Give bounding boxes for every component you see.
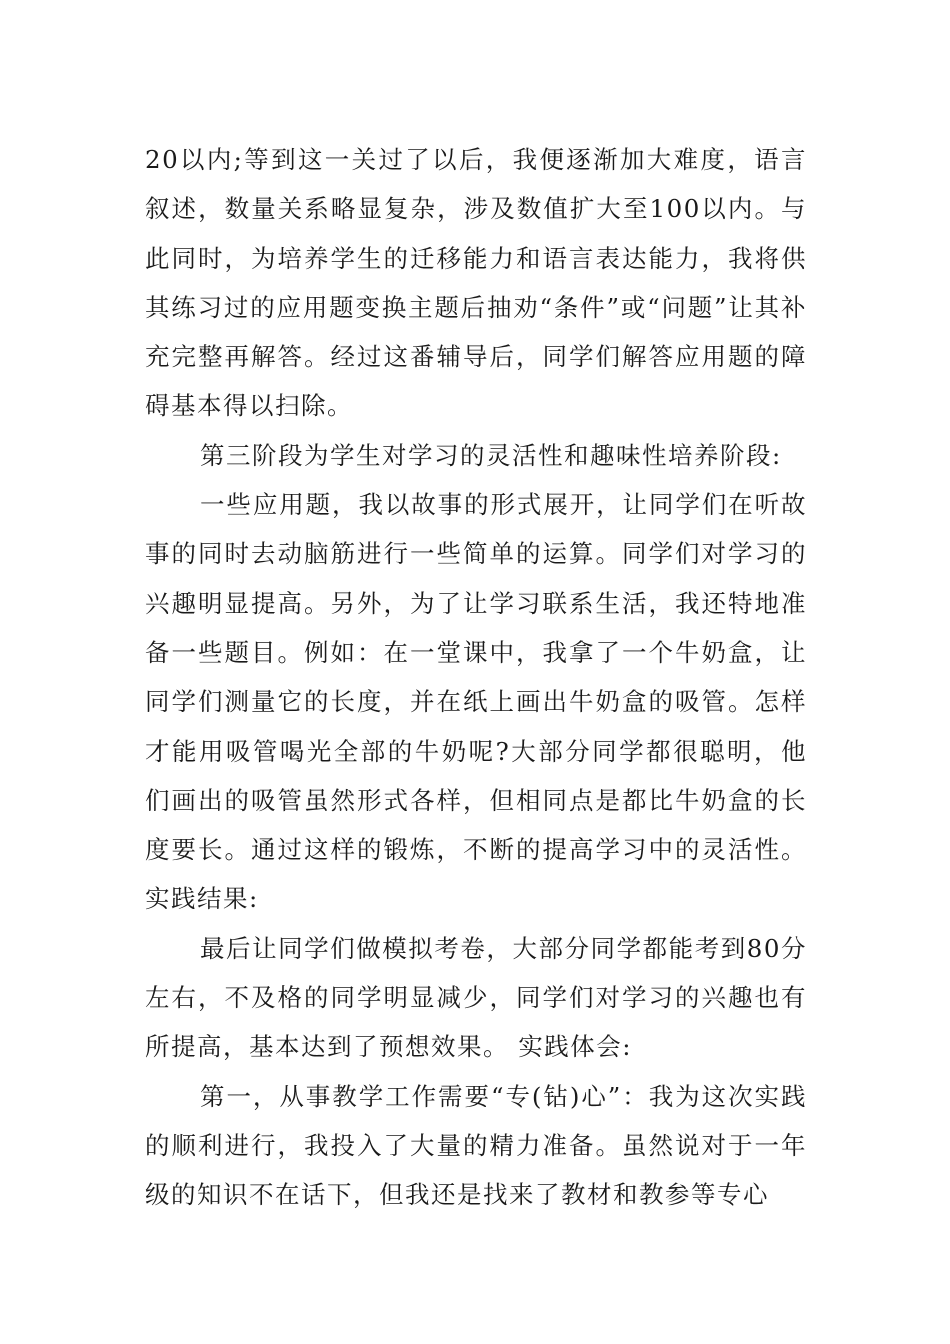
paragraph-1: 20以内;等到这一关过了以后，我便逐渐加大难度，语言叙述，数量关系略显复杂，涉及数值扩大至100以内。与此同时，为培养学生的迁移能力和语言表达能力，我将供其练习过的应用题变换主题后抽劝“条件”或“问题”让其补充完整再解答。经过这番辅导后，同学们解答应用题的障碍基本得以扫除。 bbox=[145, 145, 807, 421]
paragraph-4: 最后让同学们做模拟考卷，大部分同学都能考到80分左右，不及格的同学明显减少，同学们对学习的兴趣也有所提高，基本达到了预想效果。 实践体会: bbox=[145, 933, 807, 1062]
paragraph-5: 第一，从事教学工作需要“专(钻)心”：我为这次实践的顺利进行，我投入了大量的精力准备。虽然说对于一年级的知识不在话下，但我还是找来了教材和教参等专心 bbox=[145, 1081, 807, 1210]
paragraph-2: 第三阶段为学生对学习的灵活性和趣味性培养阶段: bbox=[200, 440, 782, 470]
document-body bbox=[145, 135, 807, 1220]
paragraph-3: 一些应用题，我以故事的形式展开，让同学们在听故事的同时去动脑筋进行一些简单的运算。同学们对学习的兴趣明显提高。另外，为了让学习联系生活，我还特地准备一些题目。例如：在一堂课中，我拿了一个牛奶盒，让同学们测量它的长度，并在纸上画出牛奶盒的吸管。怎样才能用吸管喝光全部的牛奶呢?大部分同学都很聪明，他们画出的吸管虽然形式各样，但相同点是都比牛奶盒的长度要长。通过这样的锻炼，不断的提高学习中的灵活性。 实践结果: bbox=[145, 490, 807, 914]
